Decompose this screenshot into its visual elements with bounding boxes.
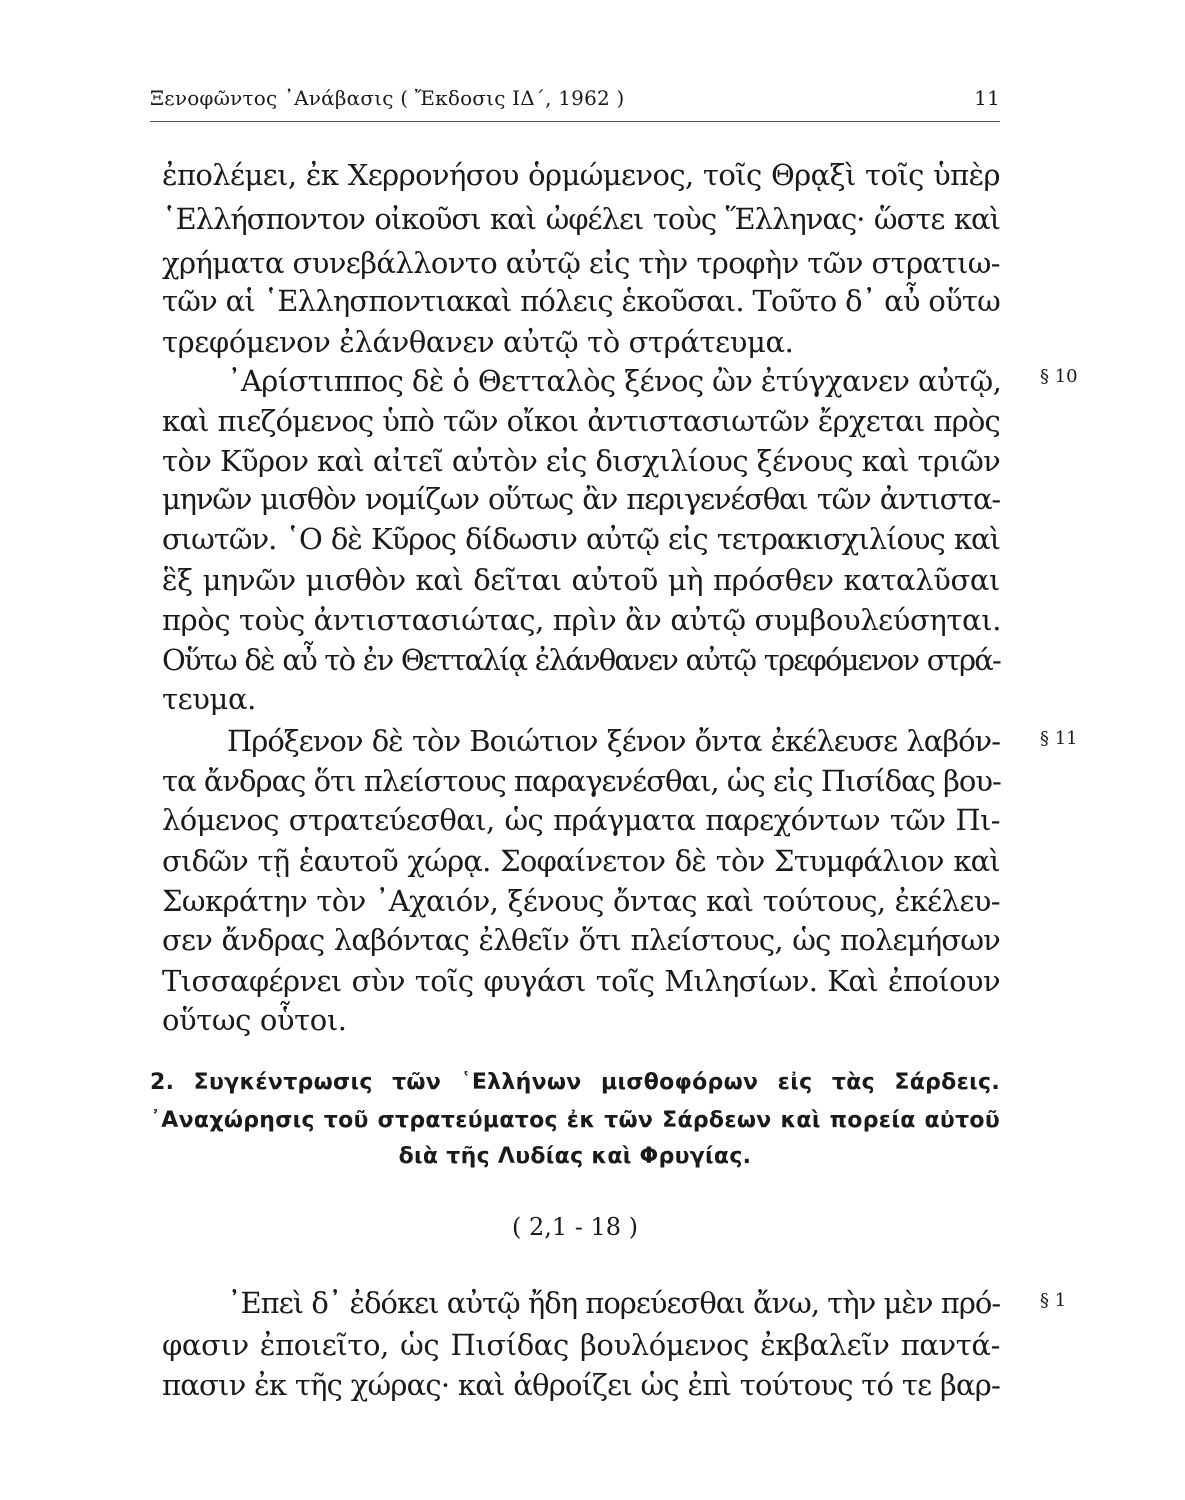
text-line: σιδῶν τῇ ἑαυτοῦ χώρᾳ. Σοφαίνετον δὲ τὸν Στυμφάλιον καὶ: [162, 844, 1000, 878]
text-line: Οὕτω δὲ αὖ τὸ ἐν Θετταλίᾳ ἐλάνθανεν αὐτῷ τρεφόμενον στρά-: [162, 643, 1000, 677]
text-line: λόμενος στρατεύεσθαι, ὡς πράγματα παρεχόντων τῶν Πι-: [162, 803, 1000, 837]
page-number: 11: [974, 86, 1000, 110]
text-line: Τισσαφέρνει σὺν τοῖς φυγάσι τοῖς Μιλησίων. Καὶ ἐποίουν: [162, 964, 1000, 998]
text-line: σιωτῶν. ῾Ο δὲ Κῦρος δίδωσιν αὐτῷ εἰς τετρακισχιλίους καὶ: [162, 522, 1000, 556]
section-range: ( 2,1 - 18 ): [511, 1213, 639, 1241]
text-line: πασιν ἐκ τῆς χώρας· καὶ ἀθροίζει ὡς ἐπὶ τούτους τό τε βαρ-: [162, 1368, 1000, 1402]
margin-ref: § 10: [1040, 366, 1078, 387]
section-heading: ᾿Αναχώρησις τοῦ στρατεύματος ἐκ τῶν Σάρδεων καὶ πορεία αὐτοῦ: [150, 1108, 1000, 1133]
text-line: τῶν αἱ ῾Ελλησποντιακαὶ πόλεις ἑκοῦσαι. Τοῦτο δ᾿ αὖ οὕτω: [162, 284, 1000, 318]
text-line: ᾿Αρίστιππος δὲ ὁ Θετταλὸς ξένος ὢν ἐτύγχανεν αὐτῷ,: [227, 364, 1002, 398]
text-line: τὸν Κῦρον καὶ αἰτεῖ αὐτὸν εἰς δισχιλίους ξένους καὶ τριῶν: [162, 444, 1001, 478]
text-line: φασιν ἐποιεῖτο, ὡς Πισίδας βουλόμενος ἐκβαλεῖν παντά-: [162, 1328, 1000, 1362]
text-line: τα ἄνδρας ὅτι πλείστους παραγενέσθαι, ὡς εἰς Πισίδας βου-: [162, 764, 1001, 798]
text-line: τευμα.: [162, 682, 256, 716]
text-line: καὶ πιεζόμενος ὑπὸ τῶν οἴκοι ἀντιστασιωτῶν ἔρχεται πρὸς: [162, 404, 1000, 438]
text-line: ῾Ελλήσποντον οἰκοῦσι καὶ ὠφέλει τοὺς Ἕλληνας· ὥστε καὶ: [162, 202, 1000, 236]
margin-ref: § 11: [1040, 728, 1078, 749]
text-line: χρήματα συνεβάλλοντο αὐτῷ εἰς τὴν τροφὴν τῶν στρατιω-: [162, 246, 1000, 280]
text-line: Σωκράτην τὸν ᾿Αχαιόν, ξένους ὄντας καὶ τούτους, ἐκέλευ-: [162, 884, 1000, 918]
header-rule: [150, 121, 1000, 122]
text-line: σεν ἄνδρας λαβόντας ἐλθεῖν ὅτι πλείστους, ὡς πολεμήσων: [162, 923, 1000, 957]
text-line: πρὸς τοὺς ἀντιστασιώτας, πρὶν ἂν αὐτῷ συμβουλεύσηται.: [162, 603, 1002, 637]
text-line: ἓξ μηνῶν μισθὸν καὶ δεῖται αὐτοῦ μὴ πρόσθεν καταλῦσαι: [162, 563, 1000, 597]
section-heading: διὰ τῆς Λυδίας καὶ Φρυγίας.: [398, 1144, 752, 1169]
margin-ref: § 1: [1040, 1290, 1067, 1311]
text-line: οὕτως οὗτοι.: [162, 1003, 347, 1037]
running-title: Ξενοφῶντος ᾿Ανάβασις ( Ἔκδοσις ΙΔ΄, 1962 ): [150, 86, 625, 110]
text-line: μηνῶν μισθὸν νομίζων οὕτως ἂν περιγενέσθαι τῶν ἀντιστα-: [162, 482, 1000, 516]
text-line: Πρόξενον δὲ τὸν Βοιώτιον ξένον ὄντα ἐκέλευσε λαβόν-: [227, 724, 1000, 758]
text-line: τρεφόμενον ἐλάνθανεν αὐτῷ τὸ στράτευμα.: [162, 325, 794, 359]
section-heading: 2. Συγκέντρωσις τῶν ῾Ελλήνων μισθοφόρων εἰς τὰς Σάρδεις.: [150, 1070, 1000, 1095]
running-header: [150, 86, 1000, 116]
text-line: ἐπολέμει, ἐκ Χερρονήσου ὁρμώμενος, τοῖς Θρᾳξὶ τοῖς ὑπὲρ: [162, 158, 1000, 192]
text-line: ᾿Επεὶ δ᾿ ἐδόκει αὐτῷ ἤδη πορεύεσθαι ἄνω, τὴν μὲν πρό-: [227, 1286, 1001, 1320]
